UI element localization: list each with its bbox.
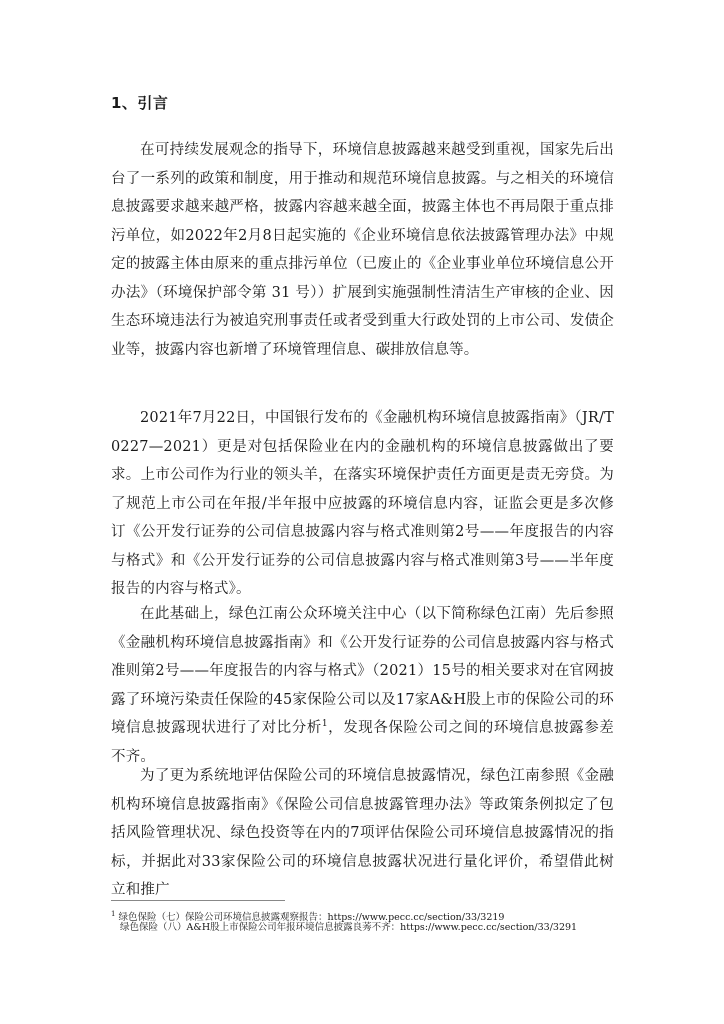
- paragraph-4: 为了更为系统地评估保险公司的环境信息披露情况，绿色江南参照《金融机构环境信息披露指南》《保险公司信息披露管理办法》等政策条例拟定了包括风险管理状况、绿色投资等在内的7项评估保险公司环境信息披露情况的指标，并据此对33家保险公司的环境信息披露状况进行量化评价，希望借此树立和推广: [111, 768, 614, 898]
- paragraph-1: 在可持续发展观念的指导下，环境信息披露越来越受到重视，国家先后出台了一系列的政策和制度，用于推动和规范环境信息披露。与之相关的环境信息披露要求越来越严格，披露内容越来越全面，披露主体也不再局限于重点排污单位，如2022年2月8日起实施的《企业环境信息依法披露管理办法》中规定的披露主体由原来的重点排污单位（已废止的《企业事业单位环境信息公开办法》（环境保护部令第 31 号））扩展到实施强制性清洁生产审核的企业、因生态环境违法行为被追究刑事责任或者受到重大行政处罚的上市公司、发债企业等，披露内容也新增了环境管理信息、碳排放信息等。: [111, 142, 614, 358]
- paragraph-2: 2021年7月22日，中国银行发布的《金融机构环境信息披露指南》（JR/T 0227—2021）更是对包括保险业在内的金融机构的环境信息披露做出了要求。上市公司作为行业的领头羊，在落实环境保护责任方面更是责无旁贷。为了规范上市公司在年报/半年报中应披露的环境信息内容，证监会更是多次修订《公开发行证券的公司信息披露内容与格式准则第2号——年度报告的内容与格式》和《公开发行证券的公司信息披露内容与格式准则第3号——半年度报告的内容与格式》。: [111, 410, 614, 597]
- footnote-divider: [111, 900, 285, 901]
- footnote-reference: 1: [321, 719, 328, 730]
- paragraph-3-text-b: ，发现各保险公司之间的环境信息披露参差不齐。: [111, 720, 614, 765]
- paragraph-3-text-a: 在此基础上，绿色江南公众环境关注中心（以下简称绿色江南）先后参照《金融机构环境信息披露指南》和《公开发行证券的公司信息披露内容与格式准则第2号——年度报告的内容与格式》（2021）15号的相关要求对在官网披露了环境污染责任保险的45家保险公司以及17家A&H股上市的保险公司的环境信息披露现状进行了对比分析: [111, 606, 614, 736]
- footnote-text-2: 绿色保险（八）A&H股上市保险公司年报环境信息披露良莠不齐：https://www.pecc.cc/section/33/3291: [120, 922, 578, 933]
- section-heading: 1、引言: [111, 94, 169, 112]
- footnote-text-1: 绿色保险（七）保险公司环境信息披露观察报告：https://www.pecc.cc/section/33/3219: [118, 912, 505, 924]
- paragraph-3: [111, 600, 614, 771]
- footnote-mark: 1: [111, 910, 116, 918]
- footnote-line-2: [111, 921, 640, 935]
